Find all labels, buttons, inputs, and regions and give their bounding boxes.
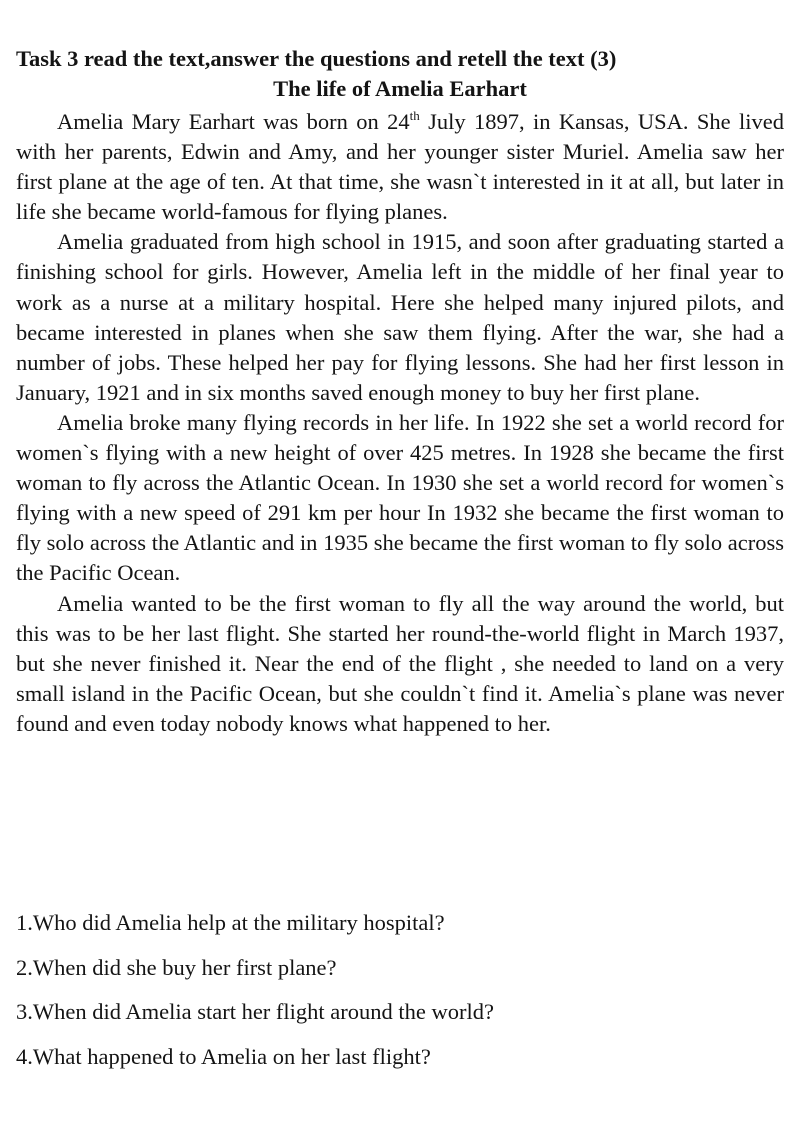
task-heading: Task 3 read the text,answer the questions and retell the text (3) xyxy=(16,46,617,71)
question-2: 2.When did she buy her first plane? xyxy=(16,954,337,980)
question-4: 4.What happened to Amelia on her last flight? xyxy=(16,1044,431,1070)
question-list xyxy=(16,908,784,1087)
paragraph-1-rest: July 1897, in Kansas, USA. She lived with her parents, Edwin and Amy, and her younger sister Muriel. Amelia saw her first plane at the age of ten. At that time, she wasn`t interested in it at all, but later in life she became world-famous for flying planes. xyxy=(16,109,784,225)
paragraph-4: Amelia wanted to be the first woman to fly all the way around the world, but this was to be her last flight. She started her round-the-world flight in March 1937, but she never finished it. Near the end of the flight , she needed to land on a very small island in the Pacific Ocean, but she couldn`t find it. Amelia`s plane was never found and even today nobody knows what happened to her. xyxy=(16,590,784,736)
story-title: The life of Amelia Earhart xyxy=(273,76,527,101)
ordinal-suffix: th xyxy=(409,108,420,123)
paragraph-1 xyxy=(16,107,784,227)
document-page xyxy=(16,44,784,739)
paragraph-3: Amelia broke many flying records in her life. In 1922 she set a world record for women`s flying with a new height of over 425 metres. In 1928 she became the first woman to fly across the Atlantic Ocean. In 1930 she set a world record for women`s flying with a new speed of 291 km per hour In 1932 she became the first woman to fly solo across the Atlantic and in 1935 she became the first woman to fly solo across the Pacific Ocean. xyxy=(16,409,784,586)
question-1: 1.Who did Amelia help at the military hospital? xyxy=(16,910,445,935)
question-3: 3.When did Amelia start her flight around the world? xyxy=(16,999,494,1025)
paragraph-2: Amelia graduated from high school in 1915, and soon after graduating started a finishing school for girls. However, Amelia left in the middle of her final year to work as a nurse at a military hospital. Here she helped many injured pilots, and became interested in planes when she saw them flying. After the war, she had a number of jobs. These helped her pay for flying lessons. She had her first lesson in January, 1921 and in six months saved enough money to buy her first plane. xyxy=(16,229,784,405)
paragraph-1-start: Amelia Mary Earhart was born on 24 xyxy=(57,109,410,134)
story-text xyxy=(16,107,784,739)
